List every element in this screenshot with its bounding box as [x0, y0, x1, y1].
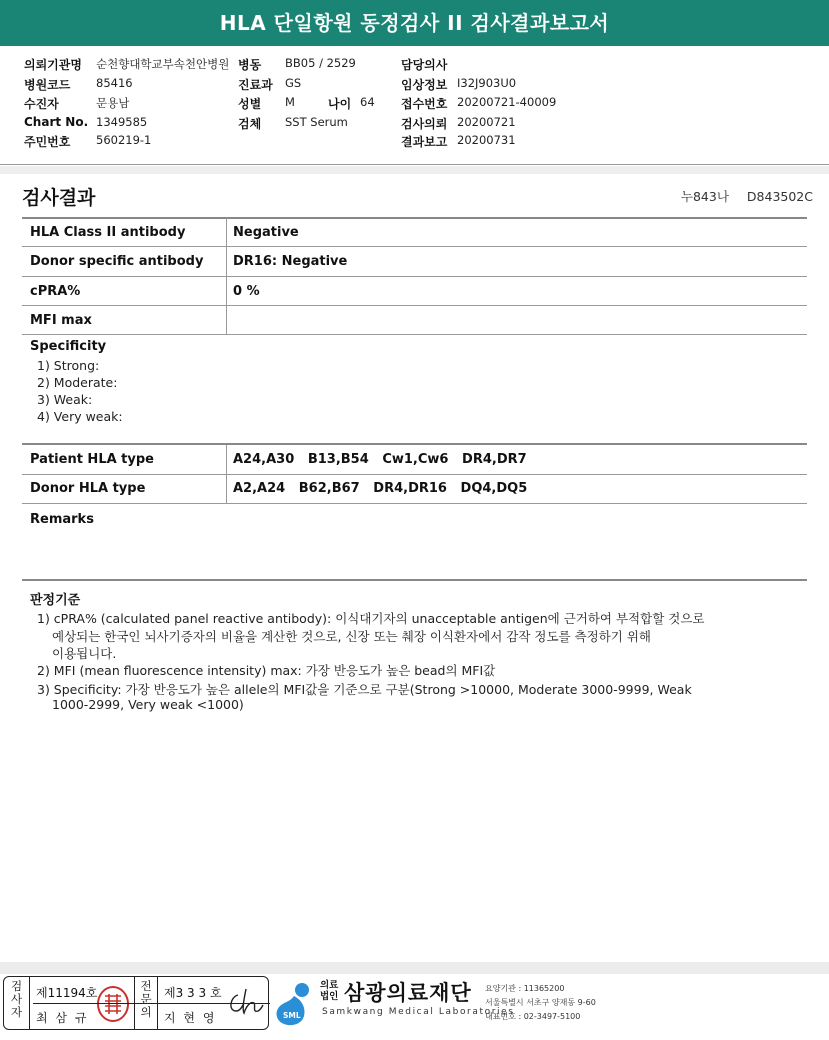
institution-label: 의뢰기관명 — [24, 58, 82, 72]
criteria-line: 1000-2999, Very weak <1000) — [52, 697, 244, 712]
criteria-line: 이용됩니다. — [52, 646, 117, 661]
report-date-label: 결과보고 — [401, 135, 448, 149]
criteria-line: 1) cPRA% (calculated panel reactive antibody): 이식대기자의 unacceptable antigen에 근거하여 부적합할 것으로 — [37, 611, 705, 626]
result-label: HLA Class II antibody — [30, 225, 186, 240]
hospital-code-value: 85416 — [96, 76, 133, 90]
result-label: cPRA% — [30, 284, 81, 299]
column-divider — [226, 218, 227, 247]
resident-id-value: 560219-1 — [96, 133, 152, 147]
remarks-bottom-rule — [22, 579, 807, 581]
seal-stamp-icon — [96, 985, 130, 1023]
org-name: 삼광의료재단 — [344, 981, 472, 1005]
results-title: 검사결과 — [22, 187, 96, 209]
recipient-label: 수진자 — [24, 97, 59, 111]
result-row — [22, 277, 807, 306]
signature-box — [3, 976, 269, 1030]
hla-label: Patient HLA type — [30, 452, 154, 467]
resident-id-label: 주민번호 — [24, 135, 71, 149]
specificity-item: 2) Moderate: — [37, 375, 118, 390]
specificity-item: 3) Weak: — [37, 392, 93, 407]
specimen-value: SST Serum — [285, 115, 348, 129]
chart-no-value: 1349585 — [96, 115, 148, 129]
org-phone: 대표번호 : 02-3497-5100 — [485, 1012, 581, 1021]
hla-label: Donor HLA type — [30, 481, 146, 496]
result-row — [22, 306, 807, 335]
hla-value: A24,A30 B13,B54 Cw1,Cw6 DR4,DR7 — [233, 452, 527, 467]
section-band — [0, 166, 829, 174]
doc-code: D843502C — [746, 189, 813, 204]
specificity-item: 4) Very weak: — [37, 409, 123, 424]
doctor-label: 담당의사 — [401, 58, 448, 72]
hla-value: A2,A24 B62,B67 DR4,DR16 DQ4,DQ5 — [233, 481, 528, 496]
sex-label: 성별 — [238, 97, 262, 111]
dept-label: 진료과 — [238, 78, 273, 92]
result-label: Donor specific antibody — [30, 254, 204, 269]
org-type-label: 의료 법인 — [320, 980, 339, 1002]
age-value: 64 — [360, 95, 375, 109]
footer-band — [0, 962, 829, 974]
hla-row — [22, 474, 807, 503]
criteria-title: 판정기준 — [30, 593, 81, 608]
receipt-no-value: 20200721-40009 — [457, 95, 557, 109]
specificity-title: Specificity — [30, 339, 107, 354]
sex-value: M — [285, 95, 295, 109]
examiner-label: 검 사 자 — [4, 977, 30, 1029]
remarks-title: Remarks — [30, 512, 94, 527]
request-date-label: 검사의뢰 — [401, 117, 448, 131]
result-label: MFI max — [30, 313, 92, 328]
request-date-value: 20200721 — [457, 115, 516, 129]
result-row — [22, 218, 807, 247]
institution-code: 요양기관 : 11365200 — [485, 984, 565, 993]
ward-label: 병동 — [238, 58, 262, 72]
specialist-license-no: 제3 3 3 호 — [164, 986, 222, 1000]
examiner-license-no: 제11194호 — [36, 986, 98, 1000]
clinical-value: I32J903U0 — [457, 76, 517, 90]
sml-logo-text: SML — [283, 1011, 301, 1020]
org-address: 서울특별시 서초구 양재동 9-60 — [485, 998, 596, 1007]
report-date-value: 20200731 — [457, 133, 516, 147]
result-row — [22, 247, 807, 276]
hla-row — [22, 445, 807, 474]
criteria-line: 예상되는 한국인 뇌사기증자의 비율을 계산한 것으로, 신장 또는 췌장 이식환자에서 감작 정도를 측정하기 위해 — [52, 629, 652, 644]
chart-no-label: Chart No. — [24, 115, 89, 129]
hospital-code-label: 병원코드 — [24, 78, 71, 92]
examiner-name: 최 삼 규 — [36, 1011, 89, 1025]
result-value: DR16: Negative — [233, 254, 348, 269]
criteria-line: 2) MFI (mean fluorescence intensity) max: 가장 반응도가 높은 bead의 MFI값 — [37, 663, 496, 678]
column-divider — [226, 445, 227, 474]
report-title: HLA 단일항원 동정검사 II 검사결과보고서 — [0, 0, 829, 46]
clinical-label: 임상정보 — [401, 78, 448, 92]
specificity-item: 1) Strong: — [37, 358, 100, 373]
institution-value: 순천향대학교부속천안병원 — [96, 57, 230, 71]
column-divider — [226, 306, 227, 335]
row-divider — [22, 503, 807, 504]
result-value: 0 % — [233, 284, 260, 299]
signature-divider — [33, 1003, 270, 1004]
document-ids — [663, 187, 813, 205]
sml-logo-icon — [272, 980, 316, 1028]
column-divider — [226, 474, 227, 503]
specialist-name: 지 현 영 — [164, 1011, 217, 1025]
org-english-name: Samkwang Medical Laboratories — [322, 1007, 515, 1017]
specimen-label: 검체 — [238, 117, 262, 131]
column-divider — [226, 277, 227, 306]
criteria-line: 3) Specificity: 가장 반응도가 높은 allele의 MFI값을 기준으로 구분(Strong >10000, Moderate 3000-9999, Weak — [37, 682, 692, 697]
header-divider — [0, 164, 829, 165]
age-label: 나이 — [328, 97, 352, 111]
specialist-label: 전 문 의 — [134, 977, 158, 1029]
recipient-value: 문용남 — [96, 96, 130, 110]
result-value: Negative — [233, 225, 299, 240]
doc-number: 누843나 — [680, 189, 729, 204]
dept-value: GS — [285, 76, 302, 90]
patient-header — [0, 52, 829, 154]
row-divider — [22, 334, 807, 335]
receipt-no-label: 접수번호 — [401, 97, 448, 111]
column-divider — [226, 247, 227, 276]
ward-value: BB05 / 2529 — [285, 56, 356, 70]
